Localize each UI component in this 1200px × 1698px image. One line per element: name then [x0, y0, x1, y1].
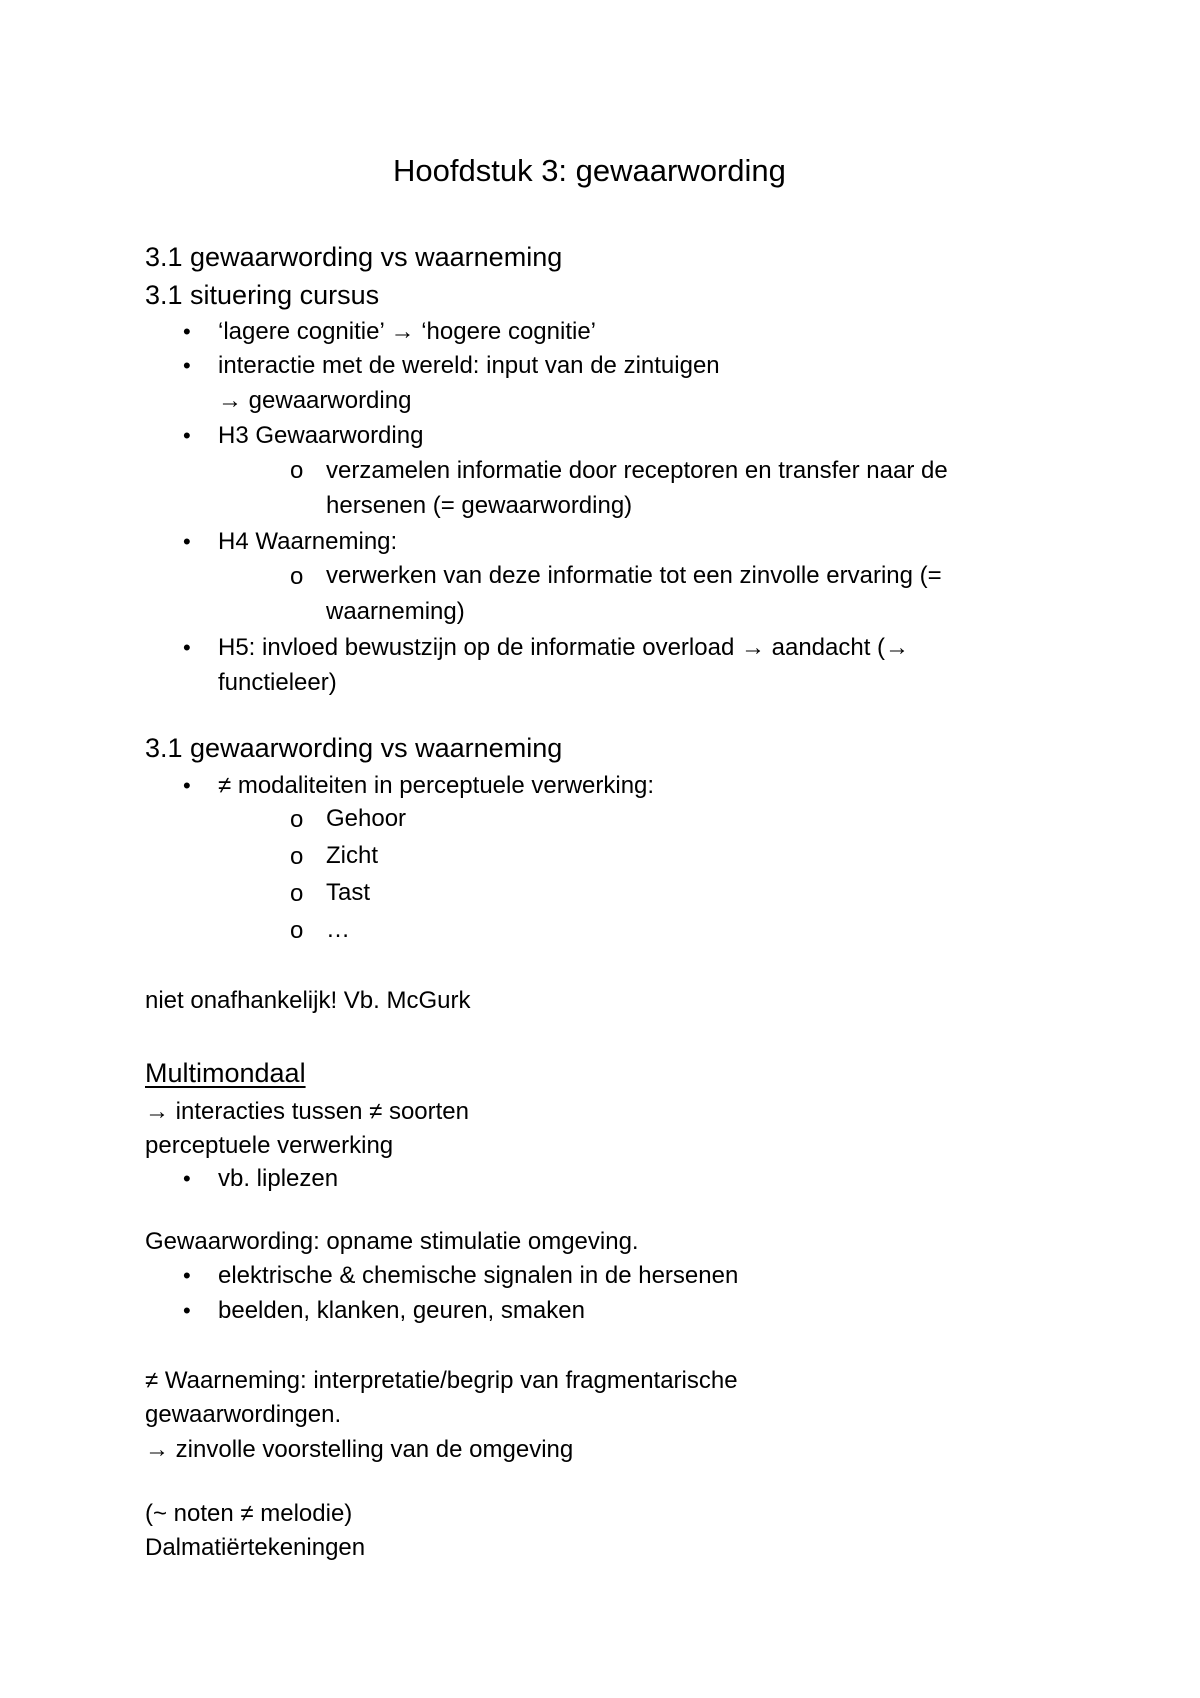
bullet-marker: •: [183, 1166, 191, 1191]
paragraph-line: Dalmatiërtekeningen: [145, 1534, 366, 1561]
list-item-continuation: functieleer): [218, 669, 337, 696]
paragraph-line: → interacties tussen ≠ soorten: [145, 1098, 469, 1125]
section-heading: 3.1 situering cursus: [145, 280, 380, 310]
bullet-marker: •: [183, 353, 191, 378]
paragraph-line: gewaarwordingen.: [145, 1401, 342, 1428]
subsection-heading: Multimondaal: [145, 1058, 306, 1088]
list-item: interactie met de wereld: input van de zintuigen: [218, 352, 720, 379]
sub-list-item: Tast: [326, 879, 371, 906]
bullet-marker: •: [183, 773, 191, 798]
sub-list-item-continuation: waarneming): [326, 598, 465, 625]
section-heading: 3.1 gewaarwording vs waarneming: [145, 733, 563, 763]
bullet-marker: •: [183, 319, 191, 344]
sub-bullet-marker: o: [290, 457, 304, 484]
list-item: H3 Gewaarwording: [218, 422, 424, 449]
list-item: ‘lagere cognitie’ → ‘hogere cognitie’: [218, 318, 596, 345]
list-item: H4 Waarneming:: [218, 528, 398, 555]
list-item: H5: invloed bewustzijn op de informatie overload → aandacht (→: [218, 634, 910, 661]
list-item-continuation: → gewaarwording: [218, 387, 412, 414]
sub-list-item: verzamelen informatie door receptoren en transfer naar de: [326, 457, 948, 484]
sub-list-item: …: [326, 916, 350, 943]
sub-bullet-marker: o: [290, 843, 304, 870]
paragraph-line: Gewaarwording: opname stimulatie omgeving.: [145, 1228, 639, 1255]
paragraph-line: → zinvolle voorstelling van de omgeving: [145, 1436, 574, 1463]
list-item: vb. liplezen: [218, 1165, 339, 1192]
list-item: beelden, klanken, geuren, smaken: [218, 1297, 585, 1324]
bullet-marker: •: [183, 1263, 191, 1288]
paragraph-line: ≠ Waarneming: interpretatie/begrip van fragmentarische: [145, 1367, 738, 1394]
list-item: elektrische & chemische signalen in de hersenen: [218, 1262, 739, 1289]
list-item: ≠ modaliteiten in perceptuele verwerking:: [218, 772, 655, 799]
page-title: Hoofdstuk 3: gewaarwording: [393, 153, 786, 188]
paragraph-line: (~ noten ≠ melodie): [145, 1500, 353, 1527]
sub-list-item: verwerken van deze informatie tot een zinvolle ervaring (=: [326, 562, 942, 589]
paragraph-line: perceptuele verwerking: [145, 1132, 394, 1159]
bullet-marker: •: [183, 635, 191, 660]
sub-list-item-continuation: hersenen (= gewaarwording): [326, 492, 633, 519]
sub-bullet-marker: o: [290, 563, 304, 590]
note-text: niet onafhankelijk! Vb. McGurk: [145, 987, 471, 1014]
bullet-marker: •: [183, 423, 191, 448]
bullet-marker: •: [183, 529, 191, 554]
sub-bullet-marker: o: [290, 880, 304, 907]
sub-list-item: Gehoor: [326, 805, 407, 832]
section-heading: 3.1 gewaarwording vs waarneming: [145, 242, 563, 272]
sub-list-item: Zicht: [326, 842, 379, 869]
bullet-marker: •: [183, 1298, 191, 1323]
sub-bullet-marker: o: [290, 917, 304, 944]
sub-bullet-marker: o: [290, 806, 304, 833]
